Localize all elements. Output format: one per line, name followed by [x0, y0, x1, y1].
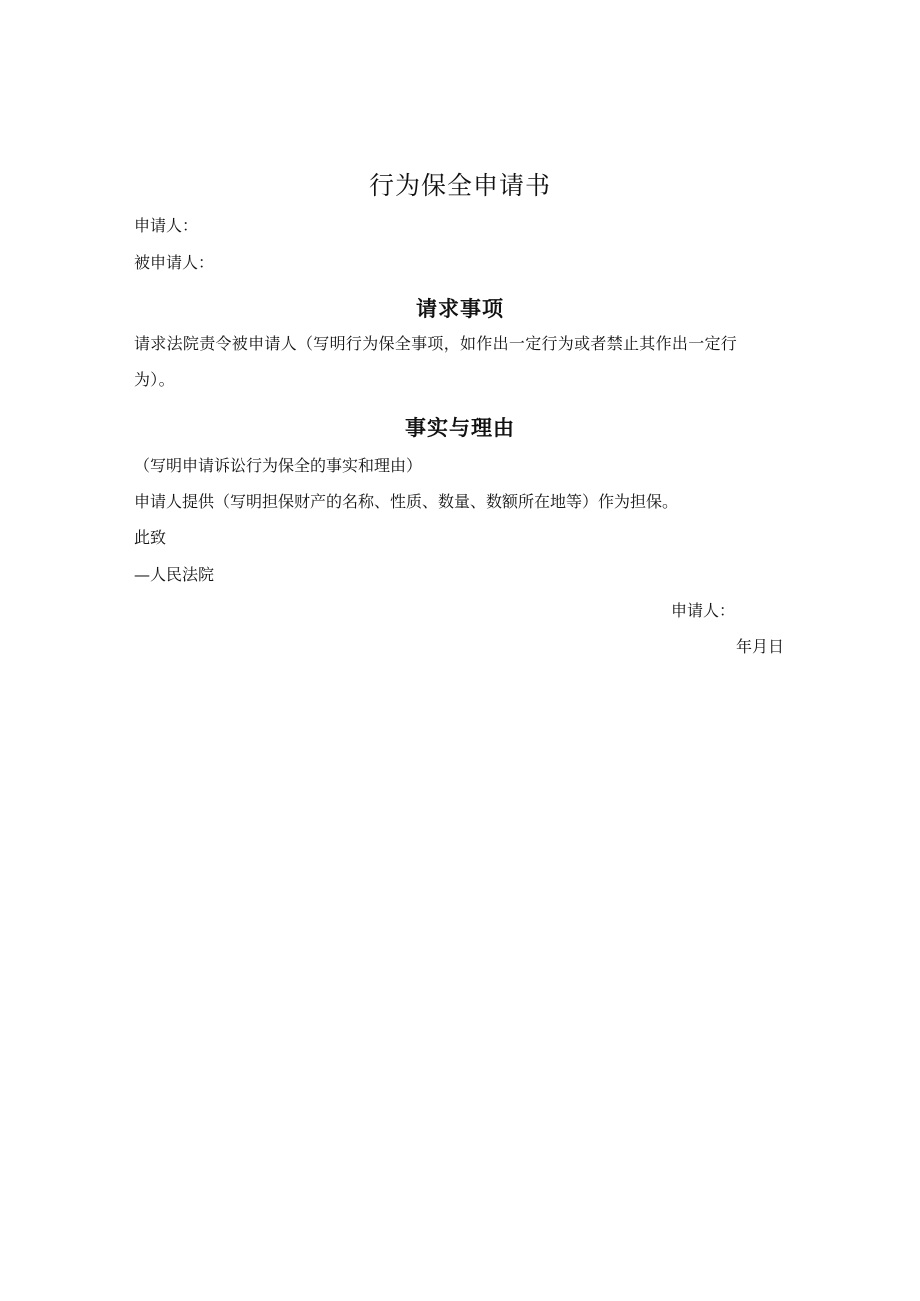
facts-note: （写明申请诉讼行为保全的事实和理由） — [134, 456, 423, 475]
respondent-label: 被申请人： — [134, 253, 215, 272]
signature-label: 申请人： — [671, 601, 736, 620]
applicant-label: 申请人： — [134, 216, 199, 235]
facts-heading: 事实与理由 — [405, 416, 515, 440]
request-heading: 请求事项 — [416, 297, 504, 321]
document-title: 行为保全申请书 — [368, 171, 551, 200]
guarantee-text: 申请人提供（写明担保财产的名称、性质、数量、数额所在地等）作为担保。 — [134, 492, 679, 511]
court-name: —人民法院 — [134, 565, 215, 584]
request-text: 请求法院责令被申请人（写明行为保全事项，如作出一定行为或者禁止其作出一定行为）。 — [134, 334, 738, 389]
date-label: 年月日 — [736, 637, 785, 656]
salutation: 此致 — [134, 528, 167, 547]
